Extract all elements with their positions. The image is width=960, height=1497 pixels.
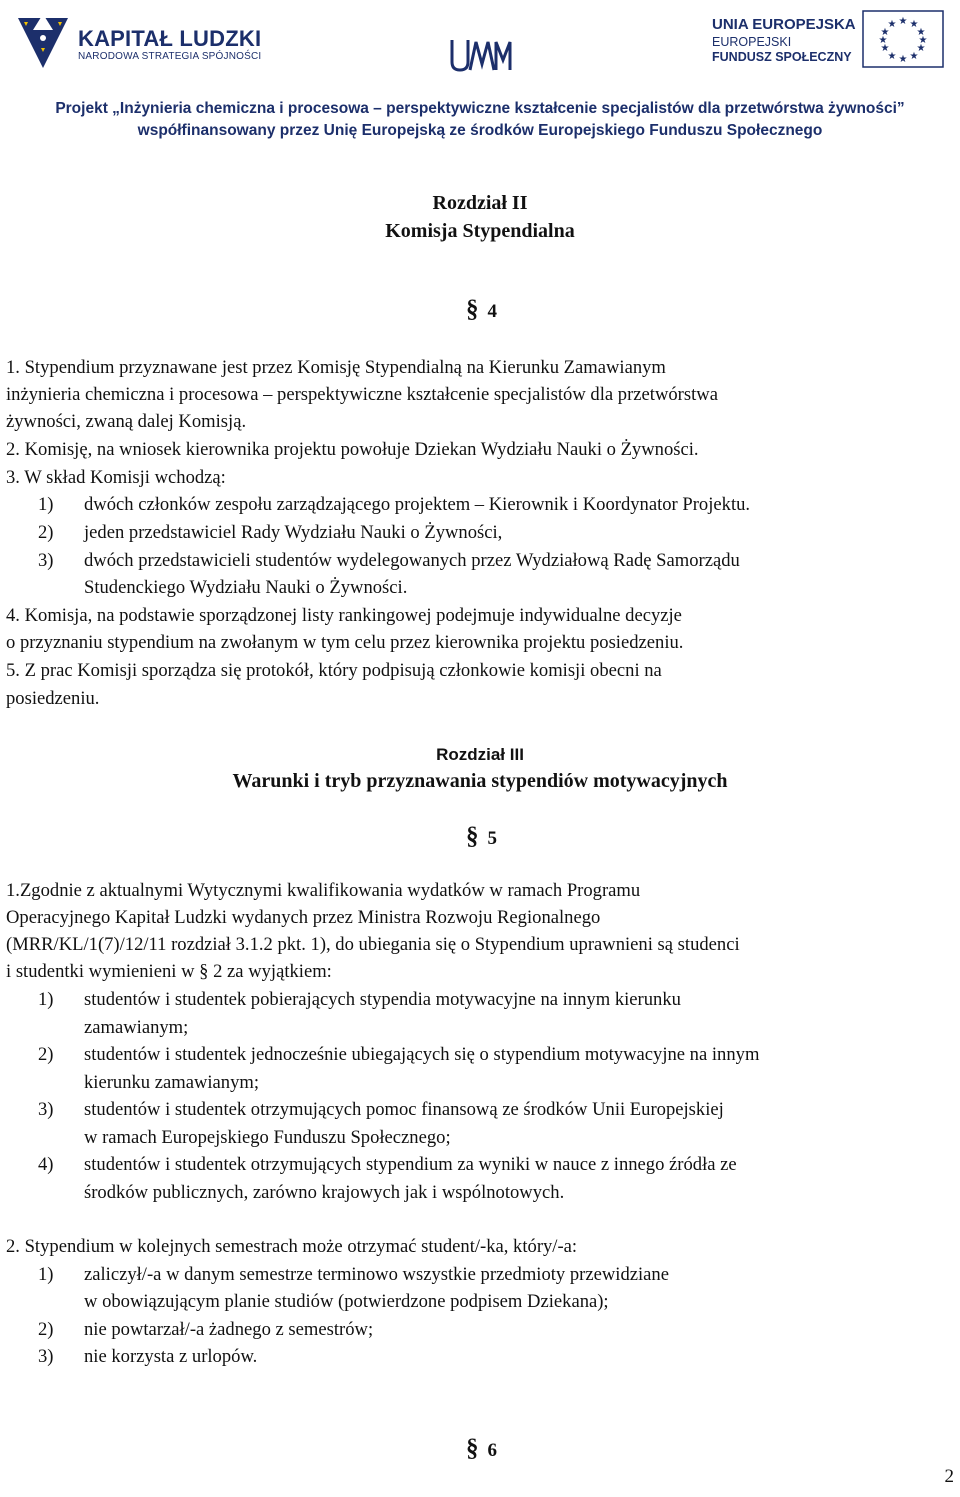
eu-label-line1: UNIA EUROPEJSKA (712, 16, 856, 33)
list-item-continuation: zamawianym; (84, 1017, 189, 1038)
list-item-continuation: środków publicznych, zarówno krajowych jak i wspólnotowych. (84, 1182, 565, 1203)
list-item: 2) nie powtarzał/-a żadnego z semestrów; (38, 1319, 374, 1340)
ch2-p1-line2: inżynieria chemiczna i procesowa – perspektywiczne kształcenie specjalistów dla przetwórstwa (6, 384, 718, 405)
eu-label (712, 16, 856, 64)
list-item-continuation: kierunku zamawianym; (84, 1072, 260, 1093)
eu-flag-icon (862, 10, 944, 68)
chapter3-title: Rozdział III (436, 745, 524, 764)
ch2-p4-line1: 4. Komisja, na podstawie sporządzonej listy rankingowej podejmuje indywidualne decyzje (6, 605, 682, 626)
ch3-p1-line3: (MRR/KL/1(7)/12/11 rozdział 3.1.2 pkt. 1), do ubiegania się o Stypendium uprawnieni są studenci (6, 934, 740, 955)
svg-text:★: ★ (880, 27, 890, 38)
ch2-p1-line1: 1. Stypendium przyznawane jest przez Komisję Stypendialną na Kierunku Zamawianym (6, 357, 666, 378)
ch2-p5-line1: 5. Z prac Komisji sporządza się protokół, który podpisują członkowie komisji obecni na (6, 660, 662, 681)
kapital-ludzki-subtitle: NARODOWA STRATEGIA SPÓJNOŚCI (78, 51, 262, 62)
list-item: 4) studentów i studentek otrzymujących stypendium za wyniki w nauce z innego źródła ze (38, 1154, 737, 1175)
list-item: 1) dwóch członków zespołu zarządzającego projektem – Kierownik i Koordynator Projektu. (38, 494, 751, 515)
svg-text:★: ★ (916, 43, 926, 54)
svg-text:★: ★ (909, 19, 919, 30)
ch2-p1-line3: żywności, zwaną dalej Komisją. (6, 411, 247, 432)
svg-text:★: ★ (898, 16, 908, 27)
section-number: 6 (487, 1440, 497, 1461)
eu-label-line2: EUROPEJSKI (712, 35, 792, 49)
svg-text:★: ★ (909, 51, 919, 62)
ch3-p2: 2. Stypendium w kolejnych semestrach może otrzymać student/-ka, który/-a: (6, 1236, 578, 1257)
list-item-continuation: w ramach Europejskiego Funduszu Społecznego; (84, 1127, 451, 1148)
section-4-heading (466, 296, 497, 324)
svg-text:★: ★ (918, 35, 928, 46)
list-item: 1) zaliczył/-a w danym semestrze terminowo wszystkie przedmioty przewidziane (38, 1264, 669, 1285)
section-number: 4 (487, 301, 497, 322)
list-item: 3) studentów i studentek otrzymujących pomoc finansową ze środków Unii Europejskiej (38, 1099, 724, 1120)
svg-text:★: ★ (898, 54, 908, 65)
list-item: 3) nie korzysta z urlopów. (38, 1346, 258, 1367)
chapter2-title: Rozdział II (432, 192, 528, 214)
list-item-continuation: Studenckiego Wydziału Nauki o Żywności. (84, 577, 408, 598)
svg-text:★: ★ (887, 19, 897, 30)
ch2-p5-line2: posiedzeniu. (6, 688, 100, 709)
list-item: 2) jeden przedstawiciel Rady Wydziału Nauki o Żywności, (38, 522, 503, 543)
ch3-p1-line1: 1.Zgodnie z aktualnymi Wytycznymi kwalifikowania wydatków w ramach Programu (6, 880, 641, 901)
section-sign: § (466, 823, 479, 850)
section-sign: § (466, 296, 479, 323)
section-5-heading (466, 823, 497, 851)
list-item-continuation: w obowiązującym planie studiów (potwierdzone podpisem Dziekana); (84, 1291, 609, 1312)
uwm-logo-icon (438, 18, 522, 78)
section-sign: § (466, 1435, 479, 1462)
svg-text:★: ★ (880, 43, 890, 54)
section-6-heading (466, 1435, 497, 1463)
chapter2-subtitle: Komisja Stypendialna (385, 220, 575, 242)
chapter3-subtitle: Warunki i tryb przyznawania stypendiów motywacyjnych (232, 770, 728, 792)
svg-text:★: ★ (878, 35, 888, 46)
page-number: 2 (944, 1466, 954, 1487)
eu-label-line3: FUNDUSZ SPOŁECZNY (712, 50, 852, 64)
ch3-p1-line4: i studentki wymienieni w § 2 za wyjątkiem: (6, 961, 332, 982)
list-item: 2) studentów i studentek jednocześnie ubiegających się o stypendium motywacyjne na innym (38, 1044, 760, 1065)
ch2-p4-line2: o przyznaniu stypendium na zwołanym w tym celu przez kierownika projektu posiedzeniu. (6, 632, 684, 653)
project-title-line1: Projekt „Inżynieria chemiczna i procesowa – perspektywiczne kształcenie specjalistów dla przetwórstwa żywności” (55, 100, 905, 117)
section-number: 5 (487, 828, 497, 849)
list-item: 3) dwóch przedstawicieli studentów wydelegowanych przez Wydziałową Radę Samorządu (38, 550, 740, 571)
list-item: 1) studentów i studentek pobierających stypendia motywacyjne na innym kierunku (38, 989, 681, 1010)
ch2-p3: 3. W skład Komisji wchodzą: (6, 467, 226, 488)
ch3-p1-line2: Operacyjnego Kapitał Ludzki wydanych przez Ministra Rozwoju Regionalnego (6, 907, 601, 928)
svg-text:★: ★ (887, 51, 897, 62)
svg-text:★: ★ (916, 27, 926, 38)
kapital-ludzki-name: KAPITAŁ LUDZKI (78, 26, 262, 51)
project-title-line2: współfinansowany przez Unię Europejską ze środków Europejskiego Funduszu Społecznego (137, 122, 823, 139)
ch2-p2: 2. Komisję, na wniosek kierownika projektu powołuje Dziekan Wydziału Nauki o Żywności. (6, 439, 699, 460)
